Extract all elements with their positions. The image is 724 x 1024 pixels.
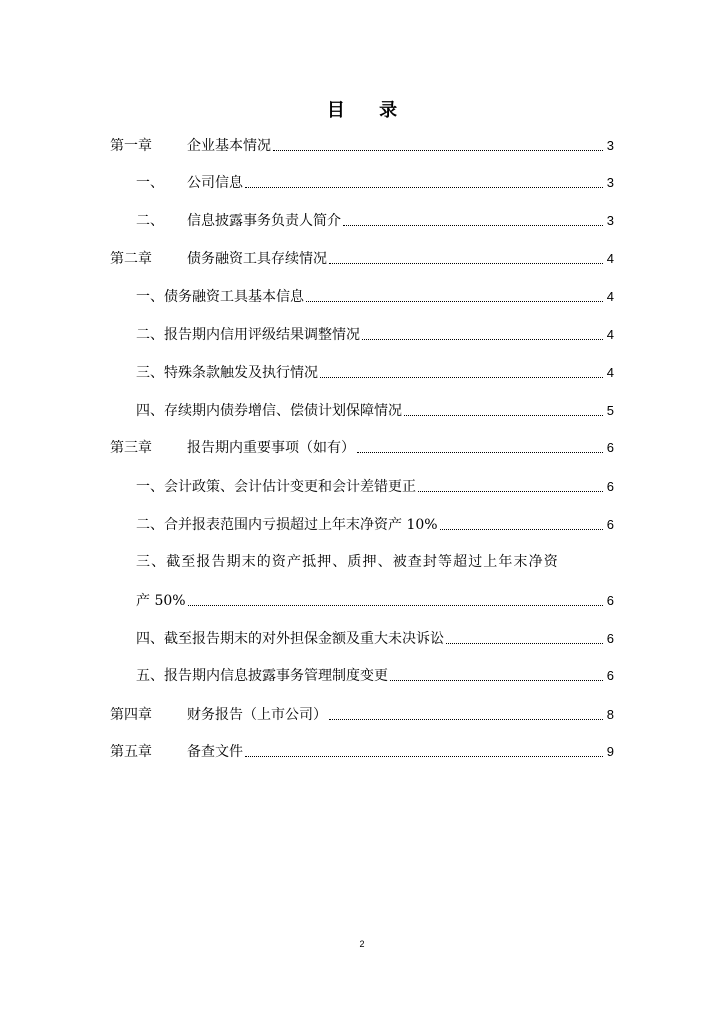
entry-page: 6 bbox=[606, 631, 614, 646]
dot-leader bbox=[418, 491, 603, 492]
dot-leader bbox=[329, 719, 603, 720]
toc-entry-company-info[interactable] bbox=[136, 172, 614, 194]
entry-page: 6 bbox=[606, 517, 614, 532]
entry-label: 一、会计政策、会计估计变更和会计差错更正 bbox=[136, 479, 416, 495]
entry-label: 企业基本情况 bbox=[187, 138, 271, 154]
entry-label: 财务报告（上市公司） bbox=[187, 707, 327, 723]
dot-leader bbox=[404, 415, 603, 416]
section-number: 二、 bbox=[136, 213, 164, 229]
toc-entry-guarantee-litigation[interactable] bbox=[136, 628, 614, 650]
chapter-number: 第三章 bbox=[110, 440, 152, 456]
entry-page: 8 bbox=[606, 707, 614, 722]
entry-page: 4 bbox=[606, 251, 614, 266]
dot-leader bbox=[245, 187, 603, 188]
entry-label: 报告期内重要事项（如有） bbox=[187, 440, 355, 456]
toc-entry-chapter-3[interactable] bbox=[110, 437, 614, 459]
entry-page: 6 bbox=[606, 668, 614, 683]
dot-leader bbox=[273, 150, 603, 151]
toc-entry-accounting-policy[interactable] bbox=[136, 476, 614, 498]
entry-label: 二、报告期内信用评级结果调整情况 bbox=[136, 327, 360, 343]
toc-entry-chapter-4[interactable] bbox=[110, 704, 614, 726]
dot-leader bbox=[329, 263, 603, 264]
toc-entry-disclosure-policy[interactable] bbox=[136, 665, 614, 687]
entry-page: 3 bbox=[606, 138, 614, 153]
entry-page: 4 bbox=[606, 289, 614, 304]
entry-label: 四、存续期内债券增信、偿债计划保障情况 bbox=[136, 403, 402, 419]
toc-entry-consolidated-loss[interactable] bbox=[136, 514, 614, 536]
entry-page: 4 bbox=[606, 365, 614, 380]
dot-leader bbox=[306, 301, 603, 302]
entry-page: 9 bbox=[606, 744, 614, 759]
toc-entry-credit-enhancement[interactable] bbox=[136, 400, 614, 422]
dot-leader bbox=[440, 529, 603, 530]
entry-page: 6 bbox=[606, 479, 614, 494]
chapter-number: 第二章 bbox=[110, 251, 152, 267]
entry-label: 公司信息 bbox=[187, 175, 243, 191]
page-number: 2 bbox=[359, 939, 365, 949]
entry-page: 6 bbox=[606, 593, 614, 608]
entry-label: 债务融资工具存续情况 bbox=[187, 251, 327, 267]
toc-entry-chapter-2[interactable] bbox=[110, 248, 614, 270]
entry-page: 3 bbox=[606, 175, 614, 190]
entry-label: 四、截至报告期末的对外担保金额及重大未决诉讼 bbox=[136, 631, 444, 647]
toc-entry-asset-pledge[interactable] bbox=[136, 590, 614, 612]
entry-label: 五、报告期内信息披露事务管理制度变更 bbox=[136, 668, 388, 684]
toc-entry-disclosure-officer[interactable] bbox=[136, 210, 614, 232]
dot-leader bbox=[245, 756, 603, 757]
toc-title: 目 录 bbox=[326, 100, 412, 121]
entry-label: 三、特殊条款触发及执行情况 bbox=[136, 365, 318, 381]
dot-leader bbox=[343, 225, 603, 226]
entry-label: 备查文件 bbox=[187, 744, 243, 760]
entry-label: 一、债务融资工具基本信息 bbox=[136, 289, 304, 305]
entry-label: 二、合并报表范围内亏损超过上年末净资产 10% bbox=[136, 517, 438, 533]
chapter-number: 第五章 bbox=[110, 744, 152, 760]
dot-leader bbox=[357, 452, 603, 453]
toc-entry-credit-rating[interactable] bbox=[136, 324, 614, 346]
toc-entry-chapter-1[interactable] bbox=[110, 135, 614, 157]
toc-entry-special-clauses[interactable] bbox=[136, 362, 614, 384]
chapter-number: 第四章 bbox=[110, 707, 152, 723]
toc-entry-chapter-5[interactable] bbox=[110, 741, 614, 763]
dot-leader bbox=[362, 339, 603, 340]
entry-label: 信息披露事务负责人简介 bbox=[187, 213, 341, 229]
dot-leader bbox=[188, 605, 603, 606]
dot-leader bbox=[390, 680, 603, 681]
entry-page: 6 bbox=[606, 440, 614, 455]
dot-leader bbox=[446, 643, 603, 644]
section-number: 一、 bbox=[136, 175, 164, 191]
entry-page: 4 bbox=[606, 327, 614, 342]
entry-label: 产 50% bbox=[136, 593, 186, 609]
toc-entry-asset-pledge-line1[interactable]: 三、截至报告期末的资产抵押、质押、被查封等超过上年末净资 bbox=[136, 554, 559, 570]
toc-entry-instrument-info[interactable] bbox=[136, 286, 614, 308]
dot-leader bbox=[320, 377, 603, 378]
entry-page: 3 bbox=[606, 213, 614, 228]
chapter-number: 第一章 bbox=[110, 138, 152, 154]
entry-page: 5 bbox=[606, 403, 614, 418]
